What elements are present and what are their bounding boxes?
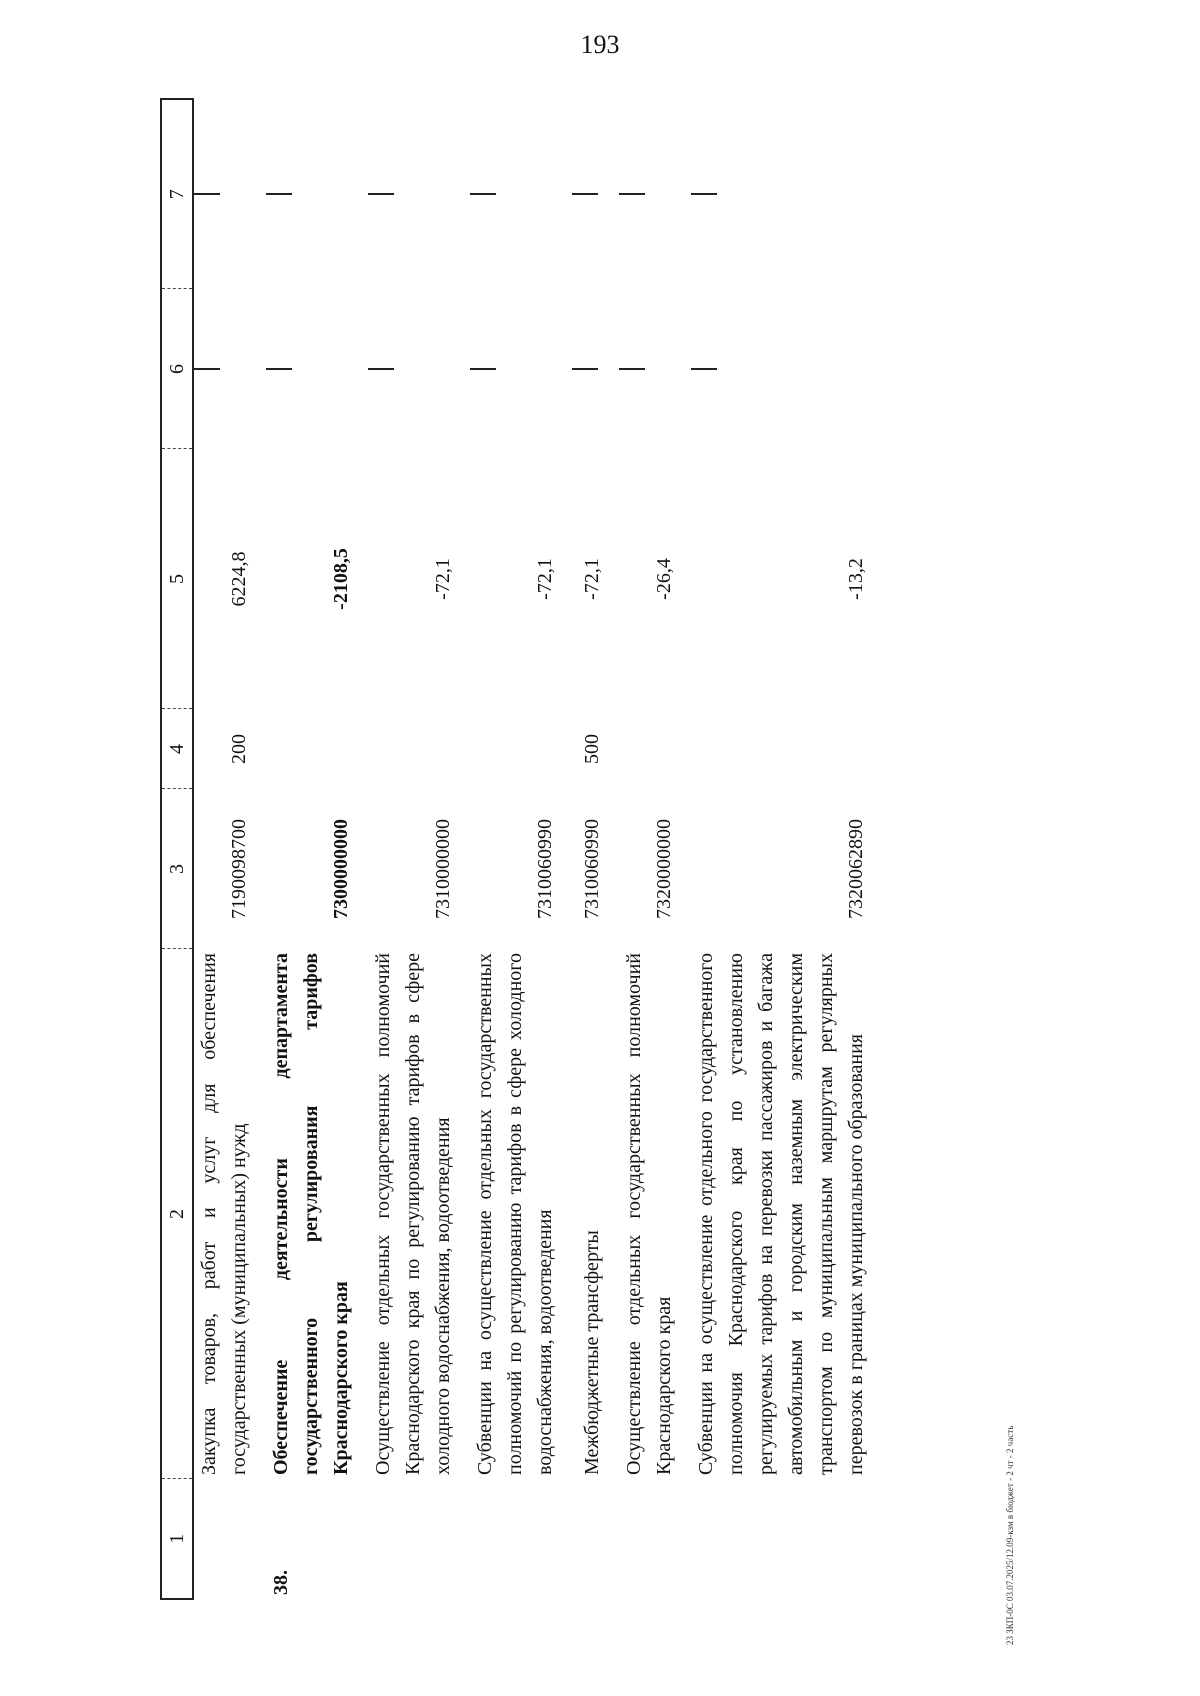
dash-mark (691, 368, 717, 370)
dash-mark (572, 368, 598, 370)
row-type (266, 709, 356, 789)
dash-mark (470, 368, 496, 370)
table-row (572, 99, 607, 1599)
dash-mark (470, 193, 496, 195)
dash-mark (619, 193, 645, 195)
header-col-3: 3 (161, 789, 193, 949)
dash-mark (368, 368, 394, 370)
row-name: Субвенции на осуществление отдельного государственного полномочия Краснодарского края по установлению регулируемых тарифов на перевозки пассажиров и багажа автомобильным и городским наземным электрическим транспортом по муниципальным маршрутам регулярных перевозок в границах муниципального образования (695, 953, 867, 1475)
header-col-5: 5 (161, 449, 193, 709)
footer-note: 23 ЗКП-0С 03.07.2025/12.09-кзм в бюджет - 2 чт - 2 часть (1005, 1425, 1015, 1645)
row-number: 38. (270, 1570, 292, 1595)
row-amount: -13,2 (845, 558, 867, 600)
row-code: 7320000000 (653, 819, 675, 919)
row-number (470, 1479, 560, 1599)
header-col-6: 6 (161, 289, 193, 449)
row-number (691, 1479, 871, 1599)
dash-mark (194, 193, 220, 195)
header-col-2: 2 (161, 949, 193, 1479)
row-amount: 6224,8 (228, 551, 250, 607)
header-col-1: 1 (161, 1479, 193, 1599)
row-type (368, 709, 458, 789)
row-name: Субвенции на осуществление отдельных государственных полномочий по регулированию тарифов в сфере холодного водоснабжения, водоотведения (474, 953, 556, 1475)
dash-mark (194, 368, 220, 370)
row-type: 200 (228, 734, 250, 764)
dash-mark (266, 193, 292, 195)
row-code: 7310060990 (581, 819, 603, 919)
row-number (193, 1479, 254, 1599)
page-number: 193 (580, 30, 620, 59)
row-name: Межбюджетные трансферты (581, 1230, 603, 1475)
budget-table (160, 98, 871, 1600)
table-row (691, 99, 871, 1599)
table-row (266, 99, 356, 1599)
row-code: 7300000000 (330, 819, 352, 919)
row-amount: -26,4 (653, 558, 675, 600)
row-type (619, 709, 679, 789)
row-code: 7310000000 (432, 819, 454, 919)
row-code: 7310060990 (534, 819, 556, 919)
header-row (161, 99, 193, 1599)
row-type: 500 (581, 734, 603, 764)
row-code: 7320062890 (845, 819, 867, 919)
row-number (619, 1479, 679, 1599)
row-name: Осуществление отдельных государственных полномочий Краснодарского края (623, 953, 675, 1475)
dash-mark (368, 193, 394, 195)
row-code: 7190098700 (228, 819, 250, 919)
row-name: Закупка товаров, работ и услуг для обеспечения государственных (муниципальных) нужд (198, 953, 250, 1475)
row-name: Обеспечение деятельности департамента государственного регулирования тарифов Краснодарского края (270, 953, 352, 1475)
table-row (470, 99, 560, 1599)
rotated-table-container (160, 100, 1100, 1600)
header-col-7: 7 (161, 99, 193, 289)
header-col-4: 4 (161, 709, 193, 789)
dash-mark (266, 368, 292, 370)
row-amount: -72,1 (534, 558, 556, 600)
dash-mark (691, 193, 717, 195)
row-type (691, 709, 871, 789)
row-amount: -2108,5 (330, 548, 352, 610)
row-number (368, 1479, 458, 1599)
row-amount: -72,1 (432, 558, 454, 600)
dash-mark (619, 368, 645, 370)
table-row (193, 99, 254, 1599)
row-type (470, 709, 560, 789)
dash-mark (572, 193, 598, 195)
row-number (572, 1479, 607, 1599)
row-name: Осуществление отдельных государственных полномочий Краснодарского края по регулированию тарифов в сфере холодного водоснабжения, водоотведения (372, 953, 454, 1475)
row-amount: -72,1 (581, 558, 603, 600)
table-row (368, 99, 458, 1599)
table-row (619, 99, 679, 1599)
